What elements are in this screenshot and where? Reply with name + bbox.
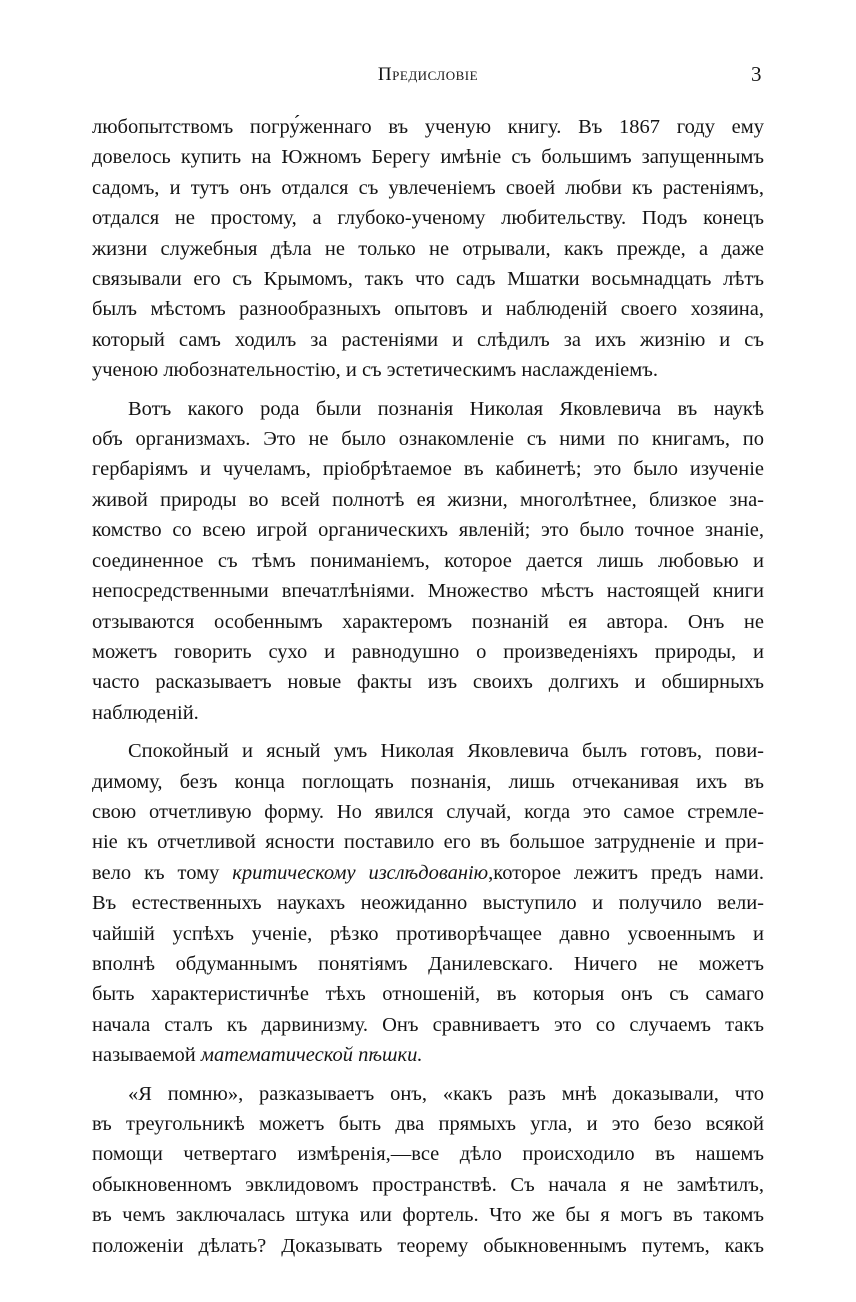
text-line: соединенное съ тѣмъ пониманіемъ, которое дается лишь любовью и [92, 549, 764, 572]
text-line: объ организмахъ. Это не было ознакомленіе съ ними по книгамъ, по [92, 428, 764, 451]
text-line: можетъ говорить сухо и равнодушно о произведеніяхъ природы, и [92, 640, 764, 663]
text-line: быть характеристичнѣе тѣхъ отношеній, въ которыя онъ съ самаго [92, 983, 764, 1006]
text-line: былъ мѣстомъ разнообразныхъ опытовъ и наблюденій своего хозяина, [92, 298, 764, 321]
body-text [92, 112, 764, 1261]
paragraph [92, 1079, 764, 1261]
text-line: «Я помню», разказываетъ онъ, «какъ разъ мнѣ доказывали, что [128, 1082, 764, 1105]
text-line: чайшій успѣхъ ученіе, рѣзко противорѣчащее давно усвоеннымъ и [92, 922, 764, 945]
text-line: довелось купить на Южномъ Берегу имѣніе съ большимъ запущеннымъ [92, 146, 764, 169]
text-line: въ треугольникѣ можетъ быть два прямыхъ угла, и это безо всякой [92, 1113, 764, 1135]
text-line: ніе къ отчетливой ясности поставило его въ большое затрудненіе и при- [92, 831, 764, 854]
text-line: вполнѣ обдуманнымъ понятіямъ Данилевскаго. Ничего не можетъ [92, 952, 764, 975]
text-line: обыкновенномъ эвклидовомъ пространствѣ. Съ начала я не замѣтилъ, [92, 1173, 764, 1196]
text-line: часто расказываетъ новые факты изъ своихъ долгихъ и обширныхъ [92, 671, 764, 694]
text-line: жизни служебныя дѣла не только не отрывали, какъ прежде, а даже [92, 237, 764, 260]
running-title: Предисловіе [377, 64, 479, 85]
text-line: непосредственными впечатлѣніями. Множество мѣстъ настоящей книги [92, 580, 764, 603]
text-line: называемой математической пѣшки. [92, 1044, 423, 1067]
text-line: гербаріямъ и чучеламъ, пріобрѣтаемое въ кабинетѣ; это было изученіе [92, 458, 764, 481]
page-header [92, 62, 764, 98]
text-line: вело къ тому критическому изслѣдованію,которое лежитъ предъ нами. [92, 861, 764, 884]
text-line: отзываются особеннымъ характеромъ познаній ея автора. Онъ не [92, 610, 764, 633]
text-line: живой природы во всей полнотѣ ея жизни, многолѣтнее, близкое зна- [92, 488, 764, 511]
text-line: положеніи дѣлать? Доказывать теорему обыкновеннымъ путемъ, какъ [92, 1234, 764, 1257]
page-number: 3 [751, 62, 762, 86]
text-line: который самъ ходилъ за растеніями и слѣдилъ за ихъ жизнію и съ [92, 328, 764, 351]
text-line: любопытствомъ погру́женнаго въ ученую книгу. Въ 1867 году ему [92, 116, 764, 138]
text-line: помощи четвертаго измѣренія,—все дѣло происходило въ нашемъ [92, 1143, 764, 1166]
italic-phrase: математической пѣшки. [200, 1044, 423, 1067]
text-line: наблюденій. [92, 701, 199, 724]
text-line: Спокойный и ясный умъ Николая Яковлевича былъ готовъ, пови- [128, 740, 764, 763]
book-page [92, 62, 764, 1292]
text-line: связывали его съ Крымомъ, такъ что садъ Мшатки восьмнадцать лѣтъ [92, 268, 764, 291]
text-line: отдался не простому, а глубоко-ученому любительству. Подъ конецъ [92, 207, 764, 230]
text-line: въ чемъ заключалась штука или фортель. Что же бы я могъ въ такомъ [92, 1204, 764, 1227]
paragraph [92, 394, 764, 728]
text-line: комство со всею игрой органическихъ явленій; это было точное знаніе, [92, 519, 764, 542]
italic-phrase: критическому изслѣдованію [232, 861, 489, 884]
text-line: Въ естественныхъ наукахъ неожиданно выступило и получило вели- [92, 892, 764, 915]
text-line: начала сталъ къ дарвинизму. Онъ сравниваетъ это со случаемъ такъ [92, 1013, 764, 1036]
text-line: садомъ, и тутъ онъ отдался съ увлеченіемъ своей любви къ растеніямъ, [92, 176, 764, 199]
paragraph [92, 736, 764, 1070]
text-line: ученою любознательностію, и съ эстетическимъ наслажденіемъ. [92, 359, 658, 382]
text-line: свою отчетливую форму. Но явился случай, когда это самое стремле- [92, 800, 764, 823]
text-line: Вотъ какого рода были познанія Николая Яковлевича въ наукѣ [128, 397, 764, 420]
paragraph [92, 112, 764, 386]
text-line: димому, безъ конца поглощать познанія, лишь отчеканивая ихъ въ [92, 770, 764, 793]
